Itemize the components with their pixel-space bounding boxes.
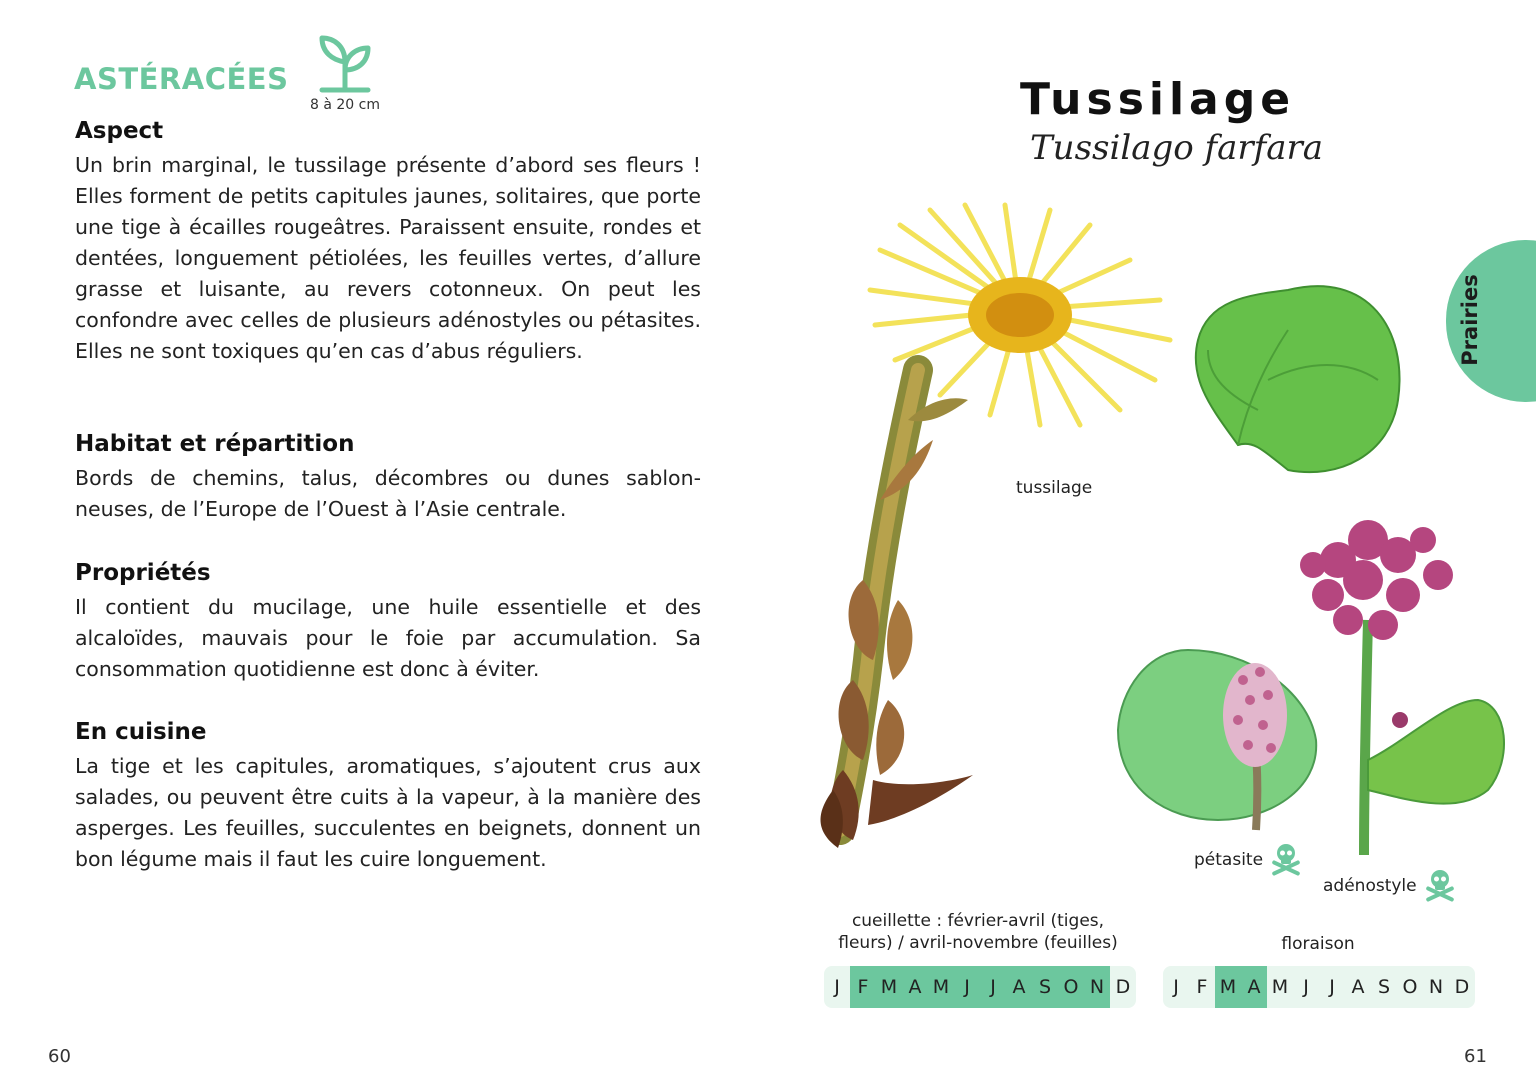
harvest-label — [828, 910, 1128, 954]
section-text: Un brin marginal, le tussilage présente d’abord ses fleurs ! Elles forment de petits capitules jaunes, solitaires, que porte une tige à écailles rougeâtres. Paraissent ensuite, rondes et dentées, longuement pétiolées, les feuilles vertes, d’allure grasse et luisante, au revers cotonneux. On peut les confondre avec celles de plusieurs adénostyles ou pétasites. Elles ne sont toxiques qu’en cas d’abus réguliers. — [75, 153, 701, 363]
right-page — [768, 0, 1536, 1090]
month-cell: J — [1329, 976, 1335, 998]
month-cell: J — [1173, 976, 1179, 998]
tussilage-illustration — [821, 205, 1171, 848]
month-cell: D — [1115, 976, 1131, 998]
section-heading: Propriétés — [75, 560, 211, 586]
month-cell: M — [1215, 966, 1241, 1008]
section-heading: Habitat et répartition — [75, 431, 355, 457]
sprout-icon — [318, 32, 372, 94]
plant-title: Tussilage — [1020, 74, 1296, 125]
month-cell: S — [1032, 966, 1058, 1008]
month-cell: J — [980, 966, 1006, 1008]
category-tab-label: Prairies — [1458, 274, 1482, 366]
size-label: 8 à 20 cm — [310, 97, 380, 113]
petasite-illustration — [1118, 650, 1316, 830]
month-cell: O — [1058, 966, 1084, 1008]
section-habitat — [75, 429, 701, 525]
month-cell: O — [1402, 976, 1418, 998]
month-cell: A — [1351, 976, 1365, 998]
page-number-right: 61 — [1464, 1046, 1487, 1067]
month-cell: N — [1084, 966, 1110, 1008]
month-cell: J — [954, 966, 980, 1008]
month-cell: N — [1428, 976, 1444, 998]
month-cell: F — [1196, 976, 1208, 998]
caption-petasite: pétasite — [1194, 850, 1264, 870]
latin-name: Tussilago farfara — [1030, 128, 1324, 168]
flowering-label: floraison — [1281, 934, 1355, 954]
section-text: Bords de chemins, talus, décombres ou dunes sablon-neuses, de l’Europe de l’Ouest à l’Asie centrale. — [75, 466, 701, 521]
month-cell: J — [834, 976, 840, 998]
adenostyle-illustration — [1300, 520, 1504, 855]
section-aspect — [75, 116, 701, 367]
section-proprietes — [75, 558, 701, 685]
month-cell: D — [1454, 976, 1470, 998]
month-cell: A — [902, 966, 928, 1008]
month-cell: J — [1303, 976, 1309, 998]
caption-adenostyle: adénostyle — [1323, 876, 1417, 896]
flowering-calendar — [1163, 966, 1475, 1008]
skull-crossbones-icon — [1268, 840, 1304, 876]
month-cell: S — [1377, 976, 1391, 998]
tussilage-leaf — [1196, 286, 1400, 472]
section-heading: En cuisine — [75, 719, 207, 745]
harvest-calendar — [824, 966, 1136, 1008]
harvest-label-line1: cueillette : février-avril (tiges, — [851, 911, 1105, 931]
page-number-left: 60 — [48, 1046, 71, 1067]
plant-family: ASTÉRACÉES — [74, 62, 289, 96]
harvest-label-line2: fleurs) / avril-novembre (feuilles) — [838, 933, 1118, 953]
caption-tussilage: tussilage — [1016, 478, 1093, 498]
month-cell: M — [928, 966, 954, 1008]
month-cell: M — [1271, 976, 1289, 998]
section-text: La tige et les capitules, aromatiques, s’ajoutent crus aux salades, ou peuvent être cuits à la vapeur, à la manière des asperges. Les feuilles, succulentes en beignets, donnent un bon légume mais il faut les cuire longuement. — [75, 754, 701, 871]
month-cell: A — [1006, 966, 1032, 1008]
month-cell: A — [1241, 966, 1267, 1008]
month-cell: F — [850, 966, 876, 1008]
section-text: Il contient du mucilage, une huile essentielle et des alcaloïdes, mauvais pour le foie par accumulation. Sa consommation quotidienne est donc à éviter. — [75, 595, 701, 681]
section-cuisine — [75, 717, 701, 875]
month-cell: M — [876, 966, 902, 1008]
skull-crossbones-icon — [1422, 866, 1458, 902]
section-heading: Aspect — [75, 118, 164, 144]
